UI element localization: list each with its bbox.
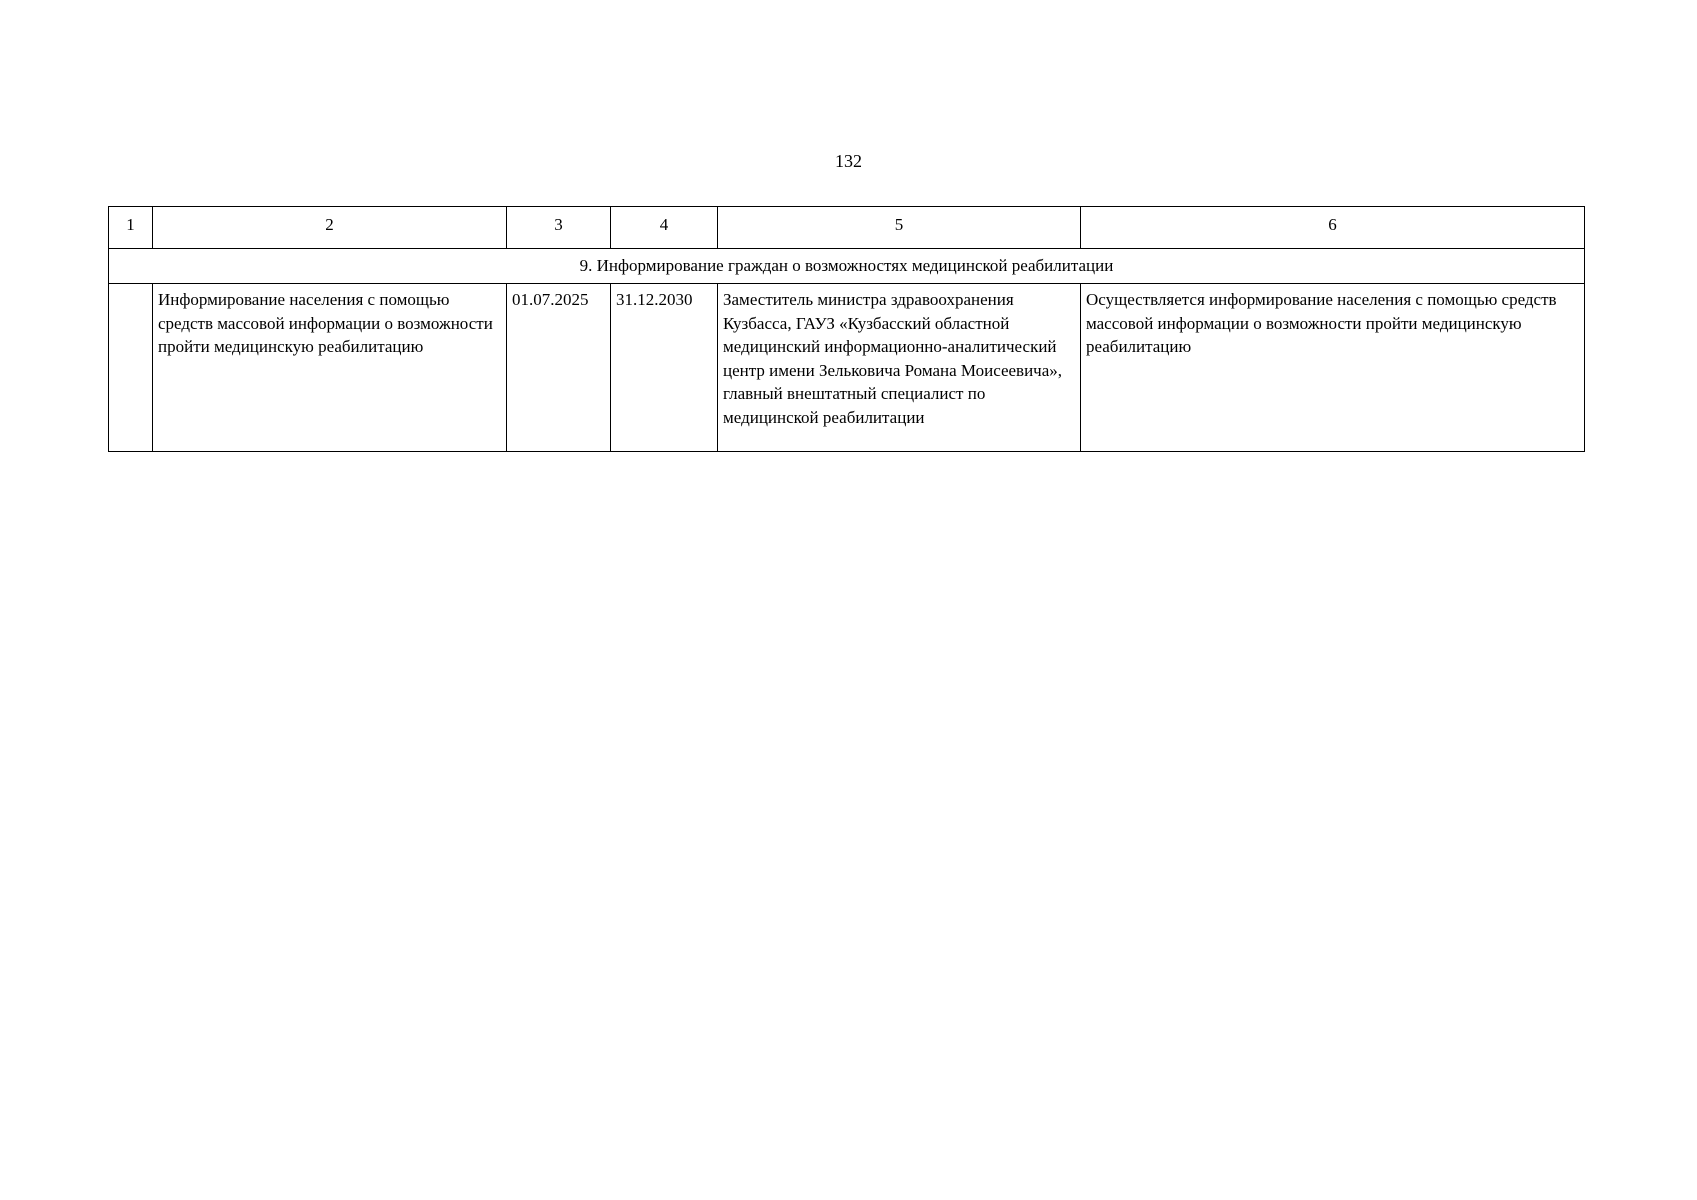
column-header-3: 3 (507, 207, 611, 249)
responsible-cell: Заместитель министра здравоохранения Кузбасса, ГАУЗ «Кузбасский областной медицинский информационно-аналитический центр имени Зельковича Романа Моисеевича», главный внештатный специалист по медицинской реабилитации (718, 284, 1081, 452)
column-header-1: 1 (109, 207, 153, 249)
row-number-cell (109, 284, 153, 452)
result-cell: Осуществляется информирование населения с помощью средств массовой информации о возможности пройти медицинскую реабилитацию (1081, 284, 1585, 452)
column-number-row (109, 207, 1585, 249)
end-date-cell: 31.12.2030 (611, 284, 718, 452)
table-row (109, 284, 1585, 452)
start-date-cell: 01.07.2025 (507, 284, 611, 452)
column-header-5: 5 (718, 207, 1081, 249)
section-row (109, 249, 1585, 284)
column-header-2: 2 (153, 207, 507, 249)
column-header-4: 4 (611, 207, 718, 249)
page-number: 132 (835, 151, 862, 171)
column-header-6: 6 (1081, 207, 1585, 249)
plan-table (108, 206, 1585, 452)
section-title: 9. Информирование граждан о возможностях медицинской реабилитации (109, 249, 1585, 284)
event-cell: Информирование населения с помощью средств массовой информации о возможности пройти медицинскую реабилитацию (153, 284, 507, 452)
